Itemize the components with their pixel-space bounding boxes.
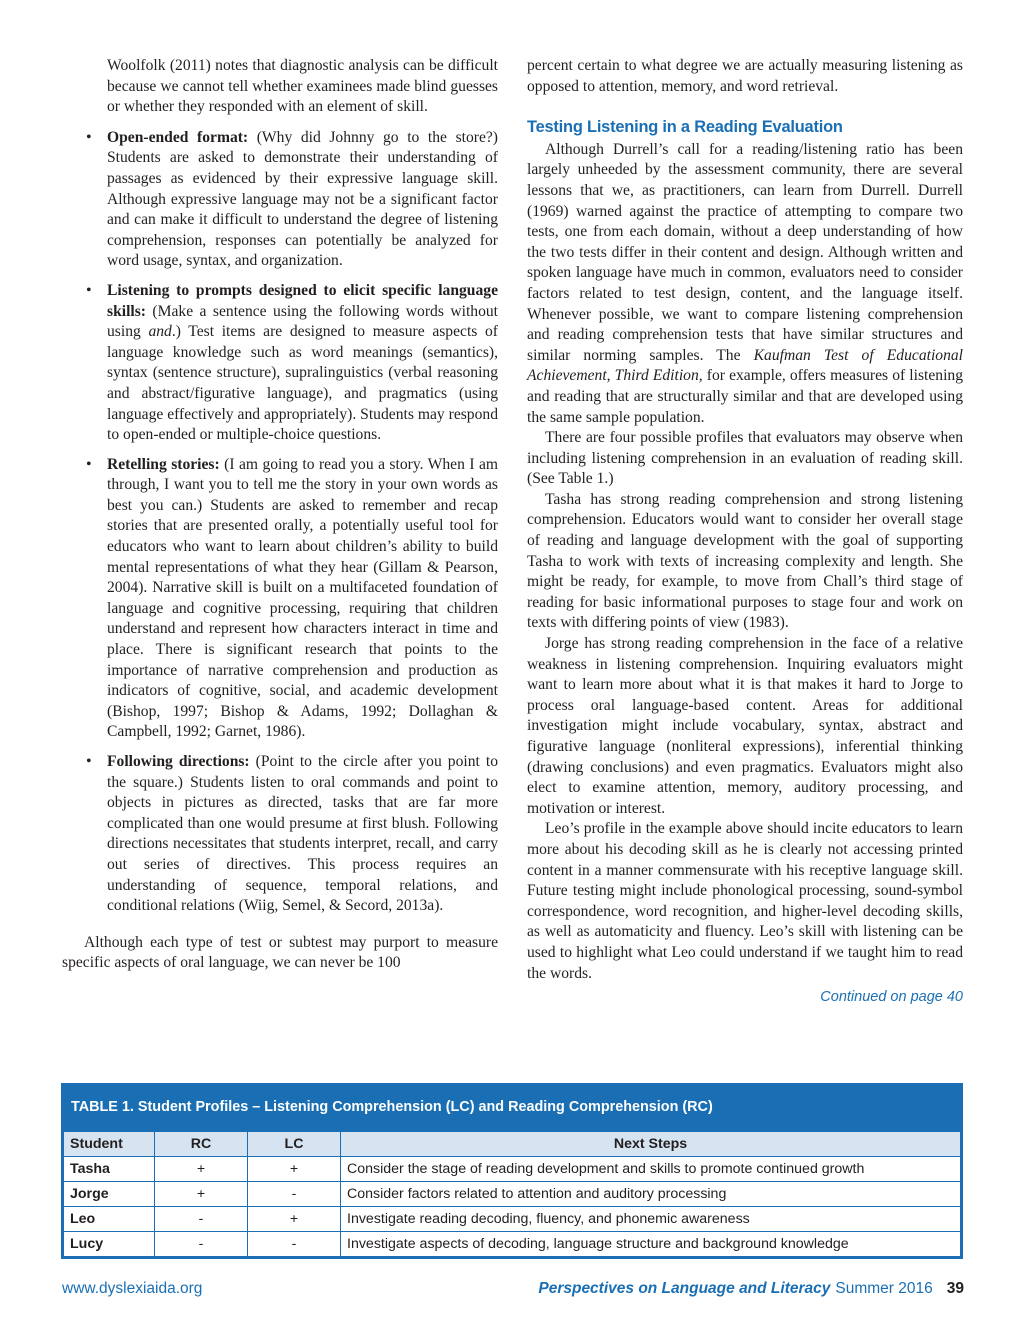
list-item-text: .) Test items are designed to measure aspects of language knowledge such as word meanings (semantics), syntax (sentence structure), supralinguistics (verbal reasoning and abstract/figurative language), and pragmatics (using language effectively and appropriately). Students may respond to open-ended or multiple-choice questions. (107, 323, 498, 444)
list-item (62, 752, 498, 917)
list-item-term: Retelling stories: (107, 455, 220, 473)
list-item-term: Open-ended format: (107, 128, 249, 146)
intro-paragraph: Woolfolk (2011) notes that diagnostic analysis can be difficult because we cannot tell whether examinees made blind guesses or whether they responded with an element of skill. (107, 57, 498, 116)
list-item-text: (Point to the circle after you point to the square.) Students listen to oral commands and point to objects in pictures as directed, tasks that are far more complicated than one would presume at first blush. Following directions necessitates that students interpret, recall, and carry out series of directives. This process requires an understanding of sequence, temporal relations, and conditional relations (Wiig, Semel, & Secord, 2013a). (107, 753, 499, 915)
right-column (527, 56, 963, 1008)
body-text: Although Durrell’s call for a reading/listening ratio has been largely unheeded by the assessment community, there are several lessons that we, as practitioners, can learn from Durrell. Durrell (1969) warned against the practice of attempting to compare two tests, one from each domain, without a deep understanding of how the two tests differ in their content and design. Although written and spoken language have much in common, evaluators need to consider factors related to test design, content, and the language itself. Whenever possible, we want to compare listening comprehension and reading comprehension tests that have similar structures and similar norming samples. The (527, 140, 963, 364)
table-row (64, 1232, 961, 1257)
cell-rc: + (155, 1182, 248, 1207)
cell-student: Lucy (64, 1232, 155, 1257)
body-paragraph (527, 140, 963, 428)
table-row (64, 1157, 961, 1182)
body-text: for example, offers measures of listening and reading that are structurally similar and that are developed using the same sample population. (527, 367, 964, 426)
header-next-steps: Next Steps (341, 1132, 961, 1157)
student-profiles-table (61, 1083, 963, 1259)
cell-rc: - (155, 1232, 248, 1257)
header-lc: LC (248, 1132, 341, 1157)
page-footer (62, 1280, 964, 1304)
list-item-term: Listening to prompts designed to elicit specific language skills: (107, 281, 498, 320)
header-rc: RC (155, 1132, 248, 1157)
header-student: Student (64, 1132, 155, 1157)
continuation-paragraph: percent certain to what degree we are actually measuring listening as opposed to attention, memory, and word retrieval. (527, 57, 963, 95)
website-link[interactable]: www.dyslexiaida.org (62, 1280, 203, 1297)
body-paragraph: There are four possible profiles that evaluators may observe when including listening comprehension in an evaluation of reading skill. (See Table 1.) (527, 429, 963, 488)
body-paragraph: Leo’s profile in the example above should incite educators to learn more about his decoding skill as he is clearly not accessing printed content in a manner commensurate with his receptive language skill. Future testing might include phonological processing, sound-symbol correspondence, word recognition, and higher-level decoding skills, as well as automaticity and fluency. Leo’s skill with listening can be used to highlight what Leo could understand if we taught him to read the words. (527, 820, 963, 982)
test-title-italic: Kaufman Test of Educational Achievement, Third Edition, (527, 346, 964, 385)
cell-lc: - (248, 1232, 341, 1257)
cell-next-steps: Consider factors related to attention and auditory processing (341, 1182, 961, 1207)
list-item-text: (I am going to read you a story. When I am through, I want you to tell me the story in your own words as best you can.) Students are asked to remember and recap stories that are presented orally, a potentially useful tool for educators who want to learn about children’s ability to build mental representations of what they hear (Gillam & Pearson, 2004). Narrative skill is built on a multifaceted foundation of language and cognitive processing, requiring that children understand and represent how characters interact in time and place. There is significant research that points to the importance of narrative comprehension and production as indicators of cognitive, social, and academic development (Bishop, 1997; Bishop & Adams, 1992; Dollaghan & Campbell, 1992; Garnet, 1986). (107, 455, 498, 741)
body-paragraph: Jorge has strong reading comprehension in the face of a relative weakness in listening comprehension. Inquiring evaluators might want to learn more about what it is that makes it hard to Jorge to process oral language-based content. Areas for additional investigation might include vocabulary, syntax, abstract and figurative language (nonliteral expressions), inferential thinking (drawing conclusions) and even pragmatics. Evaluators might also elect to examine attention, memory, auditory processing, and motivation or interest. (527, 635, 963, 817)
table-title: TABLE 1. Student Profiles – Listening Comprehension (LC) and Reading Comprehension (RC) (63, 1085, 961, 1131)
list-item (62, 455, 498, 743)
footer-journal-info (538, 1280, 964, 1298)
list-item-text: (Make a sentence using the following words without using (107, 302, 498, 341)
table-row (64, 1207, 961, 1232)
list-item-term: Following directions: (107, 753, 250, 770)
profiles-grid (63, 1131, 961, 1257)
section-heading: Testing Listening in a Reading Evaluation (527, 118, 843, 137)
closing-paragraph: Although each type of test or subtest may purport to measure specific aspects of oral language, we can never be 100 (62, 933, 498, 972)
journal-issue: Summer 2016 (835, 1280, 933, 1297)
cell-lc: - (248, 1182, 341, 1207)
list-item (62, 281, 498, 446)
cell-next-steps: Consider the stage of reading development and skills to promote continued growth (341, 1157, 961, 1182)
list-item (62, 128, 498, 272)
page-number: 39 (946, 1280, 964, 1297)
cell-student: Leo (64, 1207, 155, 1232)
table-row (64, 1182, 961, 1207)
table-header-row (64, 1132, 961, 1157)
cell-lc: + (248, 1207, 341, 1232)
cell-student: Tasha (64, 1157, 155, 1182)
cell-student: Jorge (64, 1182, 155, 1207)
cell-rc: - (155, 1207, 248, 1232)
cell-next-steps: Investigate aspects of decoding, language structure and background knowledge (341, 1232, 961, 1257)
left-column (62, 56, 498, 974)
body-paragraph: Tasha has strong reading comprehension and strong listening comprehension. Educators would want to consider her overall stage of reading and language development with the goal of supporting Tasha to work with texts of increasing complexity and length. She might be ready, for example, to move from Chall’s third stage of reading for basic informational purposes to stage four and work on texts with differing points of view (1983). (527, 490, 963, 632)
list-item-text: (Why did Johnny go to the store?) Students are asked to demonstrate their understanding of passages as evidenced by their expressive language skill. Although expressive language may not be a significant factor and can make it difficult to understand the degree of listening comprehension, responses can potentially be analyzed for word usage, syntax, and organization. (107, 128, 498, 270)
continued-link[interactable]: Continued on page 40 (820, 989, 963, 1006)
cell-next-steps: Investigate reading decoding, fluency, and phonemic awareness (341, 1207, 961, 1232)
list-item-italic: and (148, 323, 172, 341)
test-format-list (62, 128, 498, 917)
cell-lc: + (248, 1157, 341, 1182)
journal-title: Perspectives on Language and Literacy (538, 1280, 831, 1297)
cell-rc: + (155, 1157, 248, 1182)
